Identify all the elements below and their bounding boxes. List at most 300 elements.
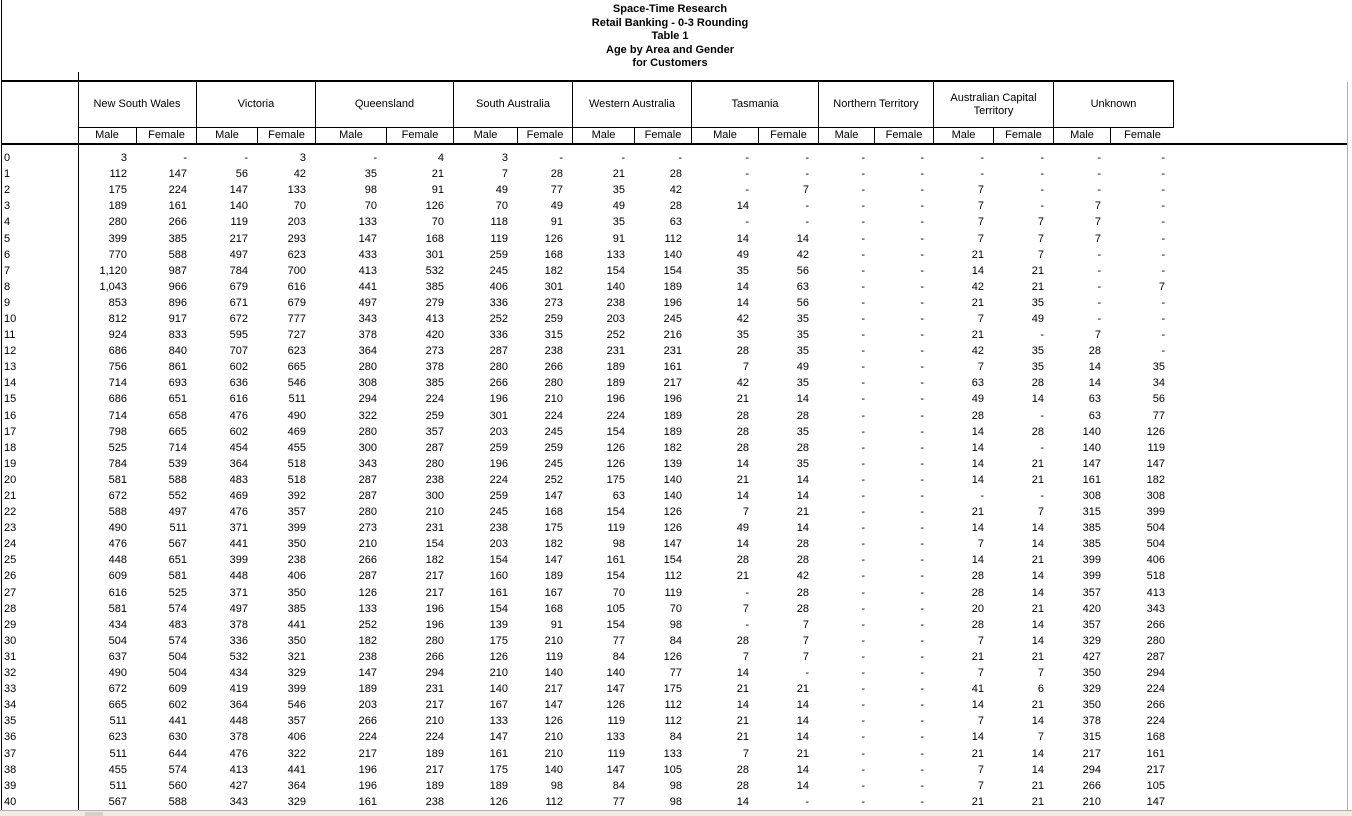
cell[interactable]: 532 (425, 264, 444, 277)
cell[interactable]: 203 (489, 538, 508, 551)
cell[interactable]: 448 (229, 570, 248, 583)
row-label-age[interactable]: 2 (4, 184, 11, 197)
cell[interactable]: 252 (358, 618, 377, 631)
cell[interactable]: 336 (489, 296, 508, 309)
cell[interactable]: 245 (544, 425, 563, 438)
cell[interactable]: 770 (108, 248, 127, 261)
cell[interactable]: - (920, 602, 924, 615)
cell[interactable]: 280 (358, 506, 377, 519)
cell[interactable]: 175 (108, 184, 127, 197)
cell[interactable]: 336 (229, 634, 248, 647)
cell[interactable]: 14 (796, 522, 809, 535)
cell[interactable]: 133 (287, 184, 306, 197)
row-label-age[interactable]: 20 (4, 473, 17, 486)
cell[interactable]: 196 (358, 779, 377, 792)
cell[interactable]: 357 (1082, 618, 1101, 631)
cell[interactable]: 300 (358, 441, 377, 454)
cell[interactable]: 7 (501, 168, 508, 181)
cell[interactable]: 140 (1082, 425, 1101, 438)
cell[interactable]: 679 (229, 280, 248, 293)
cell[interactable]: 357 (1082, 586, 1101, 599)
cell[interactable]: 224 (606, 409, 625, 422)
cell[interactable]: 210 (544, 634, 563, 647)
cell[interactable]: 497 (168, 506, 187, 519)
cell[interactable]: 98 (669, 618, 682, 631)
cell[interactable]: - (1097, 280, 1101, 293)
cell[interactable]: 189 (544, 570, 563, 583)
cell[interactable]: 7 (977, 232, 984, 245)
cell[interactable]: - (1097, 184, 1101, 197)
cell[interactable]: 637 (108, 650, 127, 663)
cell[interactable]: 441 (358, 280, 377, 293)
cell[interactable]: 616 (287, 280, 306, 293)
cell[interactable]: 175 (663, 683, 682, 696)
cell[interactable]: - (920, 168, 924, 181)
cell[interactable]: 42 (736, 377, 749, 390)
column-group-queensland[interactable]: Queensland (315, 82, 453, 128)
cell[interactable]: 252 (489, 312, 508, 325)
cell[interactable]: 196 (358, 763, 377, 776)
cell[interactable]: 833 (168, 329, 187, 342)
cell[interactable]: 28 (736, 425, 749, 438)
cell[interactable]: 14 (736, 699, 749, 712)
cell[interactable]: 224 (489, 473, 508, 486)
cell[interactable]: - (621, 152, 625, 165)
cell[interactable]: 35 (1031, 345, 1044, 358)
cell[interactable]: - (980, 490, 984, 503)
cell[interactable]: 399 (108, 232, 127, 245)
cell[interactable]: 112 (664, 715, 682, 728)
cell[interactable]: 406 (1146, 554, 1165, 567)
cell[interactable]: 133 (663, 747, 682, 760)
column-group-victoria[interactable]: Victoria (196, 82, 315, 128)
cell[interactable]: - (920, 586, 924, 599)
cell[interactable]: 329 (287, 795, 306, 808)
cell[interactable]: 126 (544, 232, 563, 245)
cell[interactable]: 413 (1146, 586, 1165, 599)
subheader-western-australia-female[interactable]: Female (634, 128, 691, 143)
cell[interactable]: 14 (1031, 393, 1044, 406)
cell[interactable]: 105 (606, 602, 625, 615)
cell[interactable]: 21 (971, 650, 984, 663)
cell[interactable]: - (920, 280, 924, 293)
cell[interactable]: 784 (108, 457, 127, 470)
cell[interactable]: 35 (612, 184, 625, 197)
cell[interactable]: 3 (299, 152, 306, 165)
cell[interactable]: 231 (425, 522, 444, 535)
cell[interactable]: 1,120 (99, 264, 127, 277)
cell[interactable]: - (920, 779, 924, 792)
subheader-western-australia-male[interactable]: Male (572, 128, 634, 143)
cell[interactable]: 280 (544, 377, 563, 390)
cell[interactable]: 434 (108, 618, 127, 631)
cell[interactable]: 56 (235, 168, 248, 181)
cell[interactable]: 630 (168, 731, 187, 744)
cell[interactable]: 14 (971, 554, 984, 567)
subheader-new-south-wales-female[interactable]: Female (136, 128, 196, 143)
cell[interactable]: 210 (358, 538, 377, 551)
cell[interactable]: - (861, 490, 865, 503)
cell[interactable]: - (805, 667, 809, 680)
subheader-new-south-wales-male[interactable]: Male (95, 129, 119, 141)
cell[interactable]: 196 (425, 602, 444, 615)
cell[interactable]: 28 (796, 602, 809, 615)
cell[interactable]: 518 (287, 457, 306, 470)
cell[interactable]: 490 (108, 522, 127, 535)
cell[interactable]: 28 (736, 345, 749, 358)
cell[interactable]: 49 (736, 248, 749, 261)
cell[interactable]: 7 (1037, 232, 1044, 245)
cell[interactable]: 322 (287, 747, 306, 760)
cell[interactable]: 133 (606, 731, 625, 744)
cell[interactable]: 49 (612, 200, 625, 213)
cell[interactable]: 14 (971, 699, 984, 712)
cell[interactable]: 168 (544, 506, 563, 519)
cell[interactable]: 210 (544, 393, 563, 406)
cell[interactable]: 399 (229, 554, 248, 567)
cell[interactable]: 301 (489, 409, 508, 422)
cell[interactable]: 147 (229, 184, 248, 197)
cell[interactable]: 7 (802, 650, 809, 663)
cell[interactable]: 210 (425, 715, 444, 728)
cell[interactable]: 35 (612, 216, 625, 229)
cell[interactable]: 294 (358, 393, 377, 406)
cell[interactable]: 427 (1082, 650, 1101, 663)
cell[interactable]: - (920, 699, 924, 712)
cell[interactable]: - (861, 506, 865, 519)
cell[interactable]: - (861, 296, 865, 309)
cell[interactable]: 28 (1031, 377, 1044, 390)
cell[interactable]: 7 (802, 618, 809, 631)
cell[interactable]: 756 (108, 361, 127, 374)
cell[interactable]: - (920, 345, 924, 358)
cell[interactable]: 433 (358, 248, 377, 261)
cell[interactable]: 98 (669, 795, 682, 808)
cell[interactable]: 378 (229, 731, 248, 744)
cell[interactable]: 287 (489, 345, 508, 358)
cell[interactable]: 7 (742, 506, 749, 519)
cell[interactable]: - (1161, 296, 1165, 309)
cell[interactable]: 189 (108, 200, 127, 213)
row-label-age[interactable]: 23 (4, 522, 17, 535)
cell[interactable]: 287 (358, 490, 377, 503)
cell[interactable]: - (920, 425, 924, 438)
cell[interactable]: 21 (1031, 699, 1044, 712)
cell[interactable]: 161 (1082, 473, 1101, 486)
cell[interactable]: 35 (796, 377, 809, 390)
cell[interactable]: - (805, 200, 809, 213)
cell[interactable]: - (861, 184, 865, 197)
cell[interactable]: 490 (287, 409, 306, 422)
cell[interactable]: - (920, 634, 924, 647)
cell[interactable]: 140 (606, 280, 625, 293)
cell[interactable]: 126 (425, 200, 444, 213)
cell[interactable]: 224 (168, 184, 187, 197)
cell[interactable]: 336 (489, 329, 508, 342)
cell[interactable]: - (1040, 184, 1044, 197)
cell[interactable]: - (1161, 184, 1165, 197)
cell[interactable]: 28 (736, 441, 749, 454)
cell[interactable]: 525 (108, 441, 127, 454)
cell[interactable]: 189 (425, 779, 444, 792)
cell[interactable]: 35 (1031, 296, 1044, 309)
cell[interactable]: - (920, 216, 924, 229)
cell[interactable]: 343 (358, 312, 377, 325)
cell[interactable]: 7 (977, 667, 984, 680)
cell[interactable]: 280 (108, 216, 127, 229)
cell[interactable]: 154 (606, 264, 625, 277)
cell[interactable]: 588 (168, 473, 187, 486)
cell[interactable]: 385 (1082, 538, 1101, 551)
cell[interactable]: 112 (664, 232, 682, 245)
cell[interactable]: 266 (358, 554, 377, 567)
cell[interactable]: - (861, 248, 865, 261)
cell[interactable]: 266 (168, 216, 187, 229)
cell[interactable]: 98 (550, 779, 563, 792)
cell[interactable]: 14 (796, 763, 809, 776)
cell[interactable]: 504 (1146, 522, 1165, 535)
row-label-age[interactable]: 8 (4, 280, 11, 293)
cell[interactable]: 28 (796, 586, 809, 599)
cell[interactable]: - (861, 731, 865, 744)
subheader-tasmania-male[interactable]: Male (691, 128, 758, 143)
cell[interactable]: 98 (669, 779, 682, 792)
cell[interactable]: - (373, 152, 377, 165)
column-group-new-south-wales[interactable]: New South Wales (78, 82, 196, 128)
cell[interactable]: 364 (229, 699, 248, 712)
cell[interactable]: 266 (1146, 618, 1165, 631)
cell[interactable]: 14 (796, 393, 809, 406)
cell[interactable]: 588 (168, 248, 187, 261)
cell[interactable]: 14 (971, 731, 984, 744)
cell[interactable]: - (861, 779, 865, 792)
row-label-age[interactable]: 34 (4, 699, 17, 712)
cell[interactable]: 160 (489, 570, 508, 583)
cell[interactable]: 350 (1082, 667, 1101, 680)
cell[interactable]: 84 (669, 731, 682, 744)
column-group-south-australia[interactable]: South Australia (453, 82, 572, 128)
row-label-age[interactable]: 11 (4, 329, 16, 342)
cell[interactable]: - (861, 345, 865, 358)
cell[interactable]: 14 (971, 264, 984, 277)
cell[interactable]: 798 (108, 425, 127, 438)
cell[interactable]: 322 (358, 409, 377, 422)
cell[interactable]: 609 (168, 683, 187, 696)
cell[interactable]: 14 (1031, 715, 1044, 728)
cell[interactable]: 727 (287, 329, 306, 342)
cell[interactable]: 413 (425, 312, 444, 325)
subheader-south-australia-male[interactable]: Male (453, 128, 517, 143)
cell[interactable]: - (861, 441, 865, 454)
cell[interactable]: 714 (168, 441, 187, 454)
cell[interactable]: 7 (977, 361, 984, 374)
cell[interactable]: 511 (169, 522, 187, 535)
cell[interactable]: 7 (802, 634, 809, 647)
subheader-northern-territory-female[interactable]: Female (874, 128, 933, 143)
cell[interactable]: 154 (663, 264, 682, 277)
cell[interactable]: 476 (229, 506, 248, 519)
cell[interactable]: 118 (490, 216, 508, 229)
cell[interactable]: 91 (612, 232, 625, 245)
cell[interactable]: 308 (1146, 490, 1165, 503)
cell[interactable]: 350 (1082, 699, 1101, 712)
cell[interactable]: 700 (287, 264, 306, 277)
row-label-age[interactable]: 37 (4, 747, 17, 760)
cell[interactable]: 552 (168, 490, 187, 503)
cell[interactable]: 189 (663, 425, 682, 438)
cell[interactable]: 21 (971, 795, 984, 808)
cell[interactable]: 636 (229, 377, 248, 390)
cell[interactable]: 7 (742, 747, 749, 760)
cell[interactable]: 161 (489, 747, 508, 760)
cell[interactable]: 182 (1146, 473, 1165, 486)
cell[interactable]: 28 (550, 168, 563, 181)
cell[interactable]: 35 (796, 345, 809, 358)
cell[interactable]: 385 (287, 602, 306, 615)
cell[interactable]: 14 (971, 473, 984, 486)
cell[interactable]: 217 (425, 763, 444, 776)
cell[interactable]: 133 (358, 216, 377, 229)
cell[interactable]: 616 (229, 393, 248, 406)
cell[interactable]: 42 (971, 280, 984, 293)
cell[interactable]: 21 (1031, 779, 1044, 792)
cell[interactable]: 245 (544, 457, 563, 470)
cell[interactable]: - (745, 216, 749, 229)
cell[interactable]: 966 (168, 280, 187, 293)
cell[interactable]: 896 (168, 296, 187, 309)
cell[interactable]: 21 (1031, 602, 1044, 615)
cell[interactable]: - (861, 264, 865, 277)
cell[interactable]: 126 (606, 457, 625, 470)
cell[interactable]: 434 (229, 667, 248, 680)
cell[interactable]: 665 (287, 361, 306, 374)
cell[interactable]: 224 (425, 731, 444, 744)
cell[interactable]: 455 (287, 441, 306, 454)
cell[interactable]: 224 (1146, 715, 1165, 728)
cell[interactable]: 7 (1094, 200, 1101, 213)
cell[interactable]: 321 (287, 650, 306, 663)
cell[interactable]: 419 (229, 683, 248, 696)
cell[interactable]: 133 (489, 715, 508, 728)
cell[interactable]: 511 (109, 779, 127, 792)
cell[interactable]: 245 (489, 264, 508, 277)
cell[interactable]: - (861, 280, 865, 293)
cell[interactable]: 70 (495, 200, 508, 213)
cell[interactable]: - (745, 618, 749, 631)
cell[interactable]: 35 (796, 457, 809, 470)
horizontal-scrollbar[interactable] (0, 810, 1352, 816)
cell[interactable]: 196 (606, 393, 625, 406)
cell[interactable]: 21 (612, 168, 625, 181)
cell[interactable]: 14 (796, 731, 809, 744)
cell[interactable]: 364 (229, 457, 248, 470)
cell[interactable]: 273 (358, 522, 377, 535)
cell[interactable]: 504 (168, 650, 187, 663)
cell[interactable]: 490 (108, 667, 127, 680)
scrollbar-thumb[interactable] (85, 812, 103, 816)
row-label-age[interactable]: 30 (4, 634, 17, 647)
cell[interactable]: 3 (501, 152, 508, 165)
cell[interactable]: 301 (425, 248, 444, 261)
cell[interactable]: 217 (229, 232, 248, 245)
cell[interactable]: 224 (1146, 683, 1165, 696)
cell[interactable]: 259 (489, 248, 508, 261)
cell[interactable]: 189 (358, 683, 377, 696)
cell[interactable]: 441 (287, 763, 306, 776)
cell[interactable]: 14 (1031, 586, 1044, 599)
cell[interactable]: 658 (168, 409, 187, 422)
cell[interactable]: 644 (168, 747, 187, 760)
cell[interactable]: 707 (229, 345, 248, 358)
subheader-northern-territory-male[interactable]: Male (818, 128, 874, 143)
cell[interactable]: 14 (736, 296, 749, 309)
cell[interactable]: 238 (425, 795, 444, 808)
subheader-queensland-female[interactable]: Female (386, 128, 453, 143)
cell[interactable]: 602 (229, 361, 248, 374)
cell[interactable]: 504 (108, 634, 127, 647)
cell[interactable]: - (1040, 168, 1044, 181)
cell[interactable]: 168 (544, 248, 563, 261)
cell[interactable]: 147 (544, 490, 563, 503)
cell[interactable]: 147 (544, 554, 563, 567)
cell[interactable]: - (861, 538, 865, 551)
cell[interactable]: - (745, 168, 749, 181)
cell[interactable]: 266 (1146, 699, 1165, 712)
row-label-age[interactable]: 13 (4, 361, 17, 374)
cell[interactable]: 14 (736, 232, 749, 245)
row-label-age[interactable]: 22 (4, 506, 17, 519)
cell[interactable]: 616 (108, 586, 127, 599)
row-label-age[interactable]: 0 (4, 152, 11, 165)
cell[interactable]: 28 (971, 409, 984, 422)
cell[interactable]: - (920, 441, 924, 454)
cell[interactable]: 574 (168, 602, 187, 615)
cell[interactable]: 399 (1082, 554, 1101, 567)
column-group-northern-territory[interactable]: Northern Territory (818, 82, 933, 128)
row-label-age[interactable]: 15 (4, 393, 17, 406)
cell[interactable]: - (920, 650, 924, 663)
cell[interactable]: - (920, 731, 924, 744)
cell[interactable]: 28 (736, 554, 749, 567)
cell[interactable]: 497 (358, 296, 377, 309)
cell[interactable]: 14 (1088, 377, 1101, 390)
cell[interactable]: - (861, 763, 865, 776)
cell[interactable]: 167 (489, 699, 508, 712)
cell[interactable]: 532 (229, 650, 248, 663)
cell[interactable]: 140 (544, 667, 563, 680)
row-label-age[interactable]: 12 (4, 345, 17, 358)
cell[interactable]: 7 (742, 361, 749, 374)
row-label-age[interactable]: 26 (4, 570, 17, 583)
cell[interactable]: - (920, 747, 924, 760)
cell[interactable]: - (920, 618, 924, 631)
cell[interactable]: 287 (1146, 650, 1165, 663)
cell[interactable]: 504 (168, 667, 187, 680)
cell[interactable]: 581 (108, 473, 127, 486)
row-label-age[interactable]: 27 (4, 586, 17, 599)
cell[interactable]: 21 (1031, 650, 1044, 663)
cell[interactable]: - (861, 473, 865, 486)
cell[interactable]: 210 (1082, 795, 1101, 808)
cell[interactable]: 7 (977, 634, 984, 647)
cell[interactable]: 182 (544, 264, 563, 277)
cell[interactable]: - (1161, 329, 1165, 342)
cell[interactable]: 853 (108, 296, 127, 309)
cell[interactable]: 588 (108, 506, 127, 519)
cell[interactable]: 63 (796, 280, 809, 293)
cell[interactable]: 63 (612, 490, 625, 503)
cell[interactable]: 21 (1031, 280, 1044, 293)
